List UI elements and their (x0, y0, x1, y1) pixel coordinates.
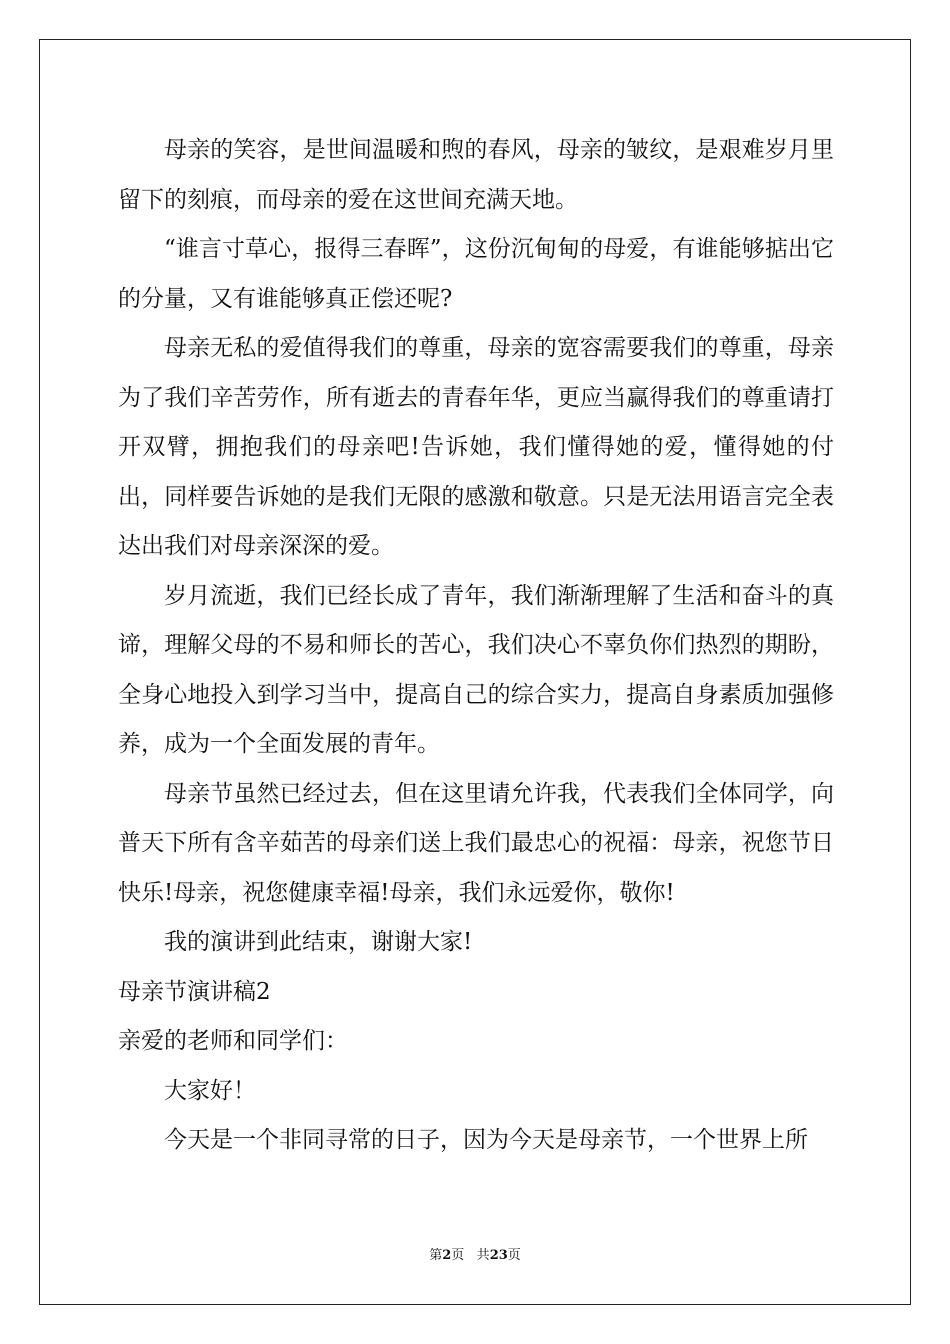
paragraph: 我的演讲到此结束，谢谢大家! (164, 929, 473, 955)
paragraph: 今天是一个非同寻常的日子，因为今天是母亲节，一个世界上所 (164, 1127, 808, 1153)
paragraph: “谁言寸草心，报得三春晖”，这份沉甸甸的母爱，有谁能够掂出它的分量，又有谁能够真正偿还呢? (118, 236, 834, 312)
footer-total-prefix: 共 (476, 1248, 490, 1263)
salutation: 亲爱的老师和同学们： (118, 1028, 348, 1054)
paragraph: 母亲节虽然已经过去，但在这里请允许我，代表我们全体同学，向普天下所有含辛茹苦的母亲们送上我们最忠心的祝福：母亲，祝您节日快乐!母亲，祝您健康幸福!母亲，我们永远爱你，敬你! (118, 780, 834, 906)
page-footer (0, 1244, 950, 1263)
section-heading: 母亲节演讲稿2 (118, 978, 271, 1005)
total-pages: 23 (489, 1248, 508, 1263)
document-body (118, 126, 834, 1166)
footer-prefix: 第 (429, 1248, 443, 1263)
paragraph: 岁月流逝，我们已经长成了青年，我们渐渐理解了生活和奋斗的真谛，理解父母的不易和师长的苦心，我们决心不辜负你们热烈的期盼，全身心地投入到学习当中，提高自己的综合实力，提高自身素质加强修养，成为一个全面发展的青年。 (118, 582, 834, 757)
paragraph: 母亲无私的爱值得我们的尊重，母亲的宽容需要我们的尊重，母亲为了我们辛苦劳作，所有逝去的青春年华，更应当赢得我们的尊重请打开双臂，拥抱我们的母亲吧!告诉她，我们懂得她的爱，懂得她的付出，同样要告诉她的是我们无限的感激和敬意。只是无法用语言完全表达出我们对母亲深深的爱。 (118, 335, 834, 559)
greeting: 大家好！ (164, 1077, 256, 1104)
footer-total-suffix: 页 (507, 1248, 521, 1263)
paragraph: 母亲的笑容，是世间温暖和煦的春风，母亲的皱纹，是艰难岁月里留下的刻痕，而母亲的爱在这世间充满天地。 (118, 137, 834, 213)
page-number: 2 (442, 1248, 452, 1263)
footer-page-suffix: 页 (451, 1248, 465, 1263)
